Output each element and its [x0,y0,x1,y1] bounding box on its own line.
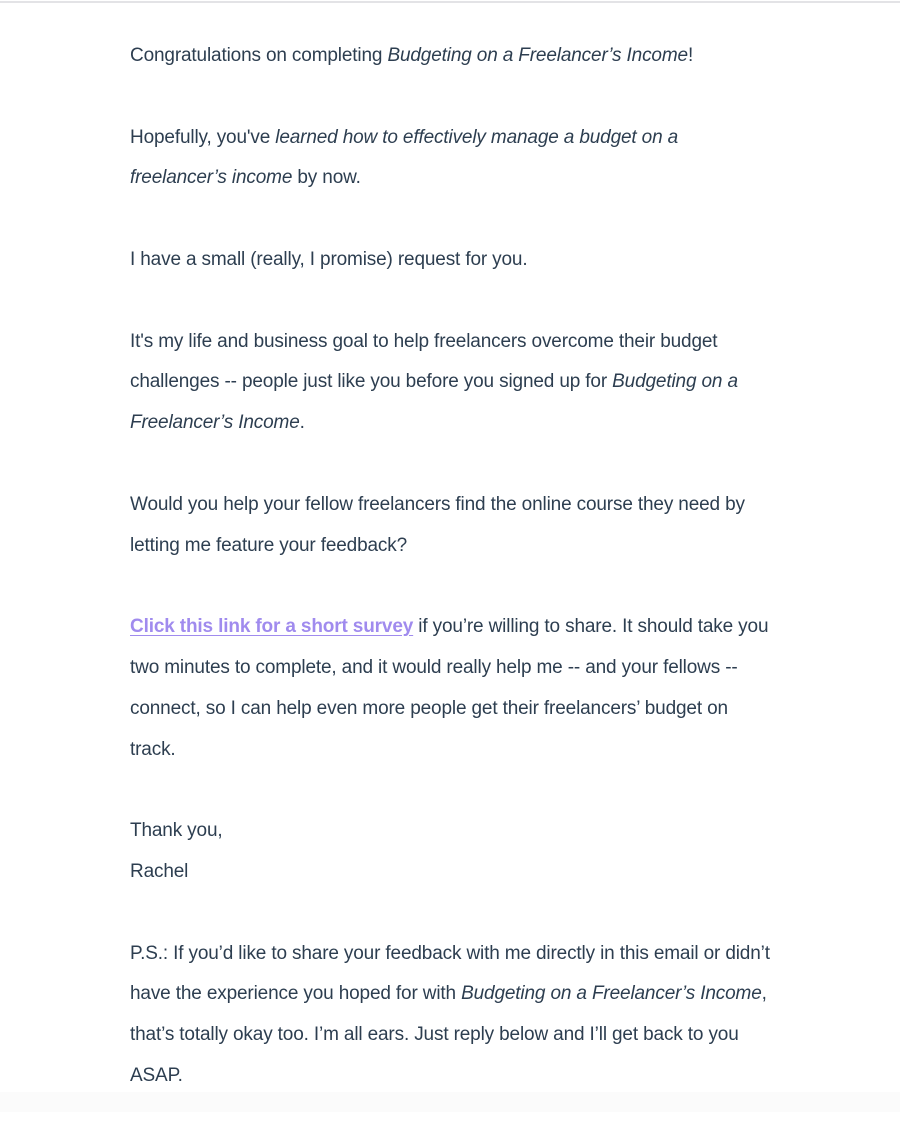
text: Hopefully, you've [130,126,276,148]
learning-outcome: learned how to effectively manage a budget on a freelancer’s income [130,126,679,189]
text: It's my life and business goal to help freelancers overcome their budget challenges -- people just like you before you signed up for [130,330,718,393]
signature-name: Rachel [130,860,189,882]
course-title: Budgeting on a Freelancer’s Income [461,983,762,1005]
signature-block [130,811,770,893]
course-title: Budgeting on a Freelancer’s Income [387,45,688,66]
feedback-question-paragraph: Would you help your fellow freelancers find the online course they need by letting me feature your feedback? [130,493,745,556]
survey-link[interactable]: Click this link for a short survey [130,616,414,638]
text: by now. [292,167,361,189]
survey-paragraph [130,607,770,770]
text: ! [687,45,694,66]
bottom-edge [0,1092,900,1112]
signoff: Thank you, [130,820,223,842]
request-paragraph: I have a small (really, I promise) request for you. [130,248,528,270]
text: , that’s totally okay too. I’m all ears. Just reply below and I’ll get back to you ASAP. [130,983,767,1086]
postscript-paragraph [130,934,770,1097]
course-title: Budgeting on a Freelancer’s Income [130,371,738,434]
text: . [299,412,305,434]
congratulations-paragraph [130,36,770,77]
goal-paragraph [130,322,770,444]
learning-paragraph [130,118,770,200]
text: if you’re willing to share. It should take you two minutes to complete, and it would really help me -- and your fellows -- connect, so I can help even more people get their freelancers’ budget on track. [130,616,769,760]
top-divider [0,1,900,3]
text: P.S.: If you’d like to share your feedback with me directly in this email or didn’t have the experience you hoped for with [130,942,770,1005]
email-body [130,36,770,1138]
text: Congratulations on completing [130,45,388,66]
